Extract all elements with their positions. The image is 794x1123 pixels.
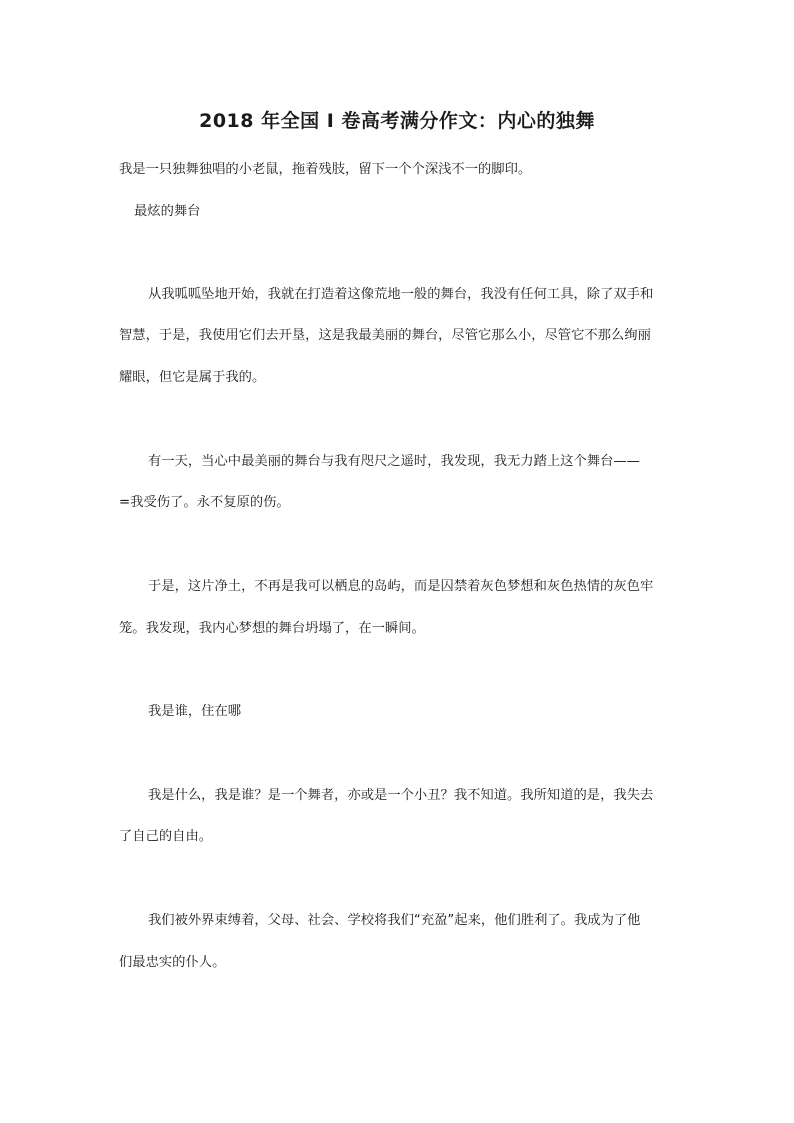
paragraph-line: 智慧，于是，我使用它们去开垦，这是我最美丽的舞台，尽管它那么小，尽管它不那么绚丽 bbox=[119, 328, 651, 343]
intro-line: 我是一只独舞独唱的小老鼠，拖着残肢，留下一个个深浅不一的脚印。 bbox=[119, 162, 532, 177]
paragraph-line: =我受伤了。永不复原的伤。 bbox=[119, 495, 290, 510]
paragraph-line: 我们被外界束缚着，父母、社会、学校将我们“充盈”起来，他们胜利了。我成为了他 bbox=[148, 913, 641, 928]
paragraph-line: 从我呱呱坠地开始，我就在打造着这像荒地一般的舞台，我没有任何工具，除了双手和 bbox=[148, 287, 654, 302]
document-title: 2018 年全国 I 卷高考满分作文：内心的独舞 bbox=[199, 110, 595, 132]
section-heading-who: 我是谁，住在哪 bbox=[148, 704, 242, 719]
paragraph-line: 于是，这片净土，不再是我可以栖息的岛屿，而是囚禁着灰色梦想和灰色热情的灰色牢 bbox=[148, 579, 654, 594]
section-heading-stage: 最炫的舞台 bbox=[134, 204, 201, 219]
paragraph-line: 笼。我发现，我内心梦想的舞台坍塌了，在一瞬间。 bbox=[119, 621, 425, 636]
paragraph-line: 耀眼，但它是属于我的。 bbox=[119, 370, 266, 385]
paragraph-line: 我是什么，我是谁？是一个舞者，亦或是一个小丑？我不知道。我所知道的是，我失去 bbox=[148, 788, 654, 803]
paragraph-line: 们最忠实的仆人。 bbox=[119, 955, 226, 970]
paragraph-line: 了自己的自由。 bbox=[119, 829, 213, 844]
paragraph-line: 有一天，当心中最美丽的舞台与我有咫尺之遥时，我发现，我无力踏上这个舞台—— bbox=[148, 454, 640, 469]
